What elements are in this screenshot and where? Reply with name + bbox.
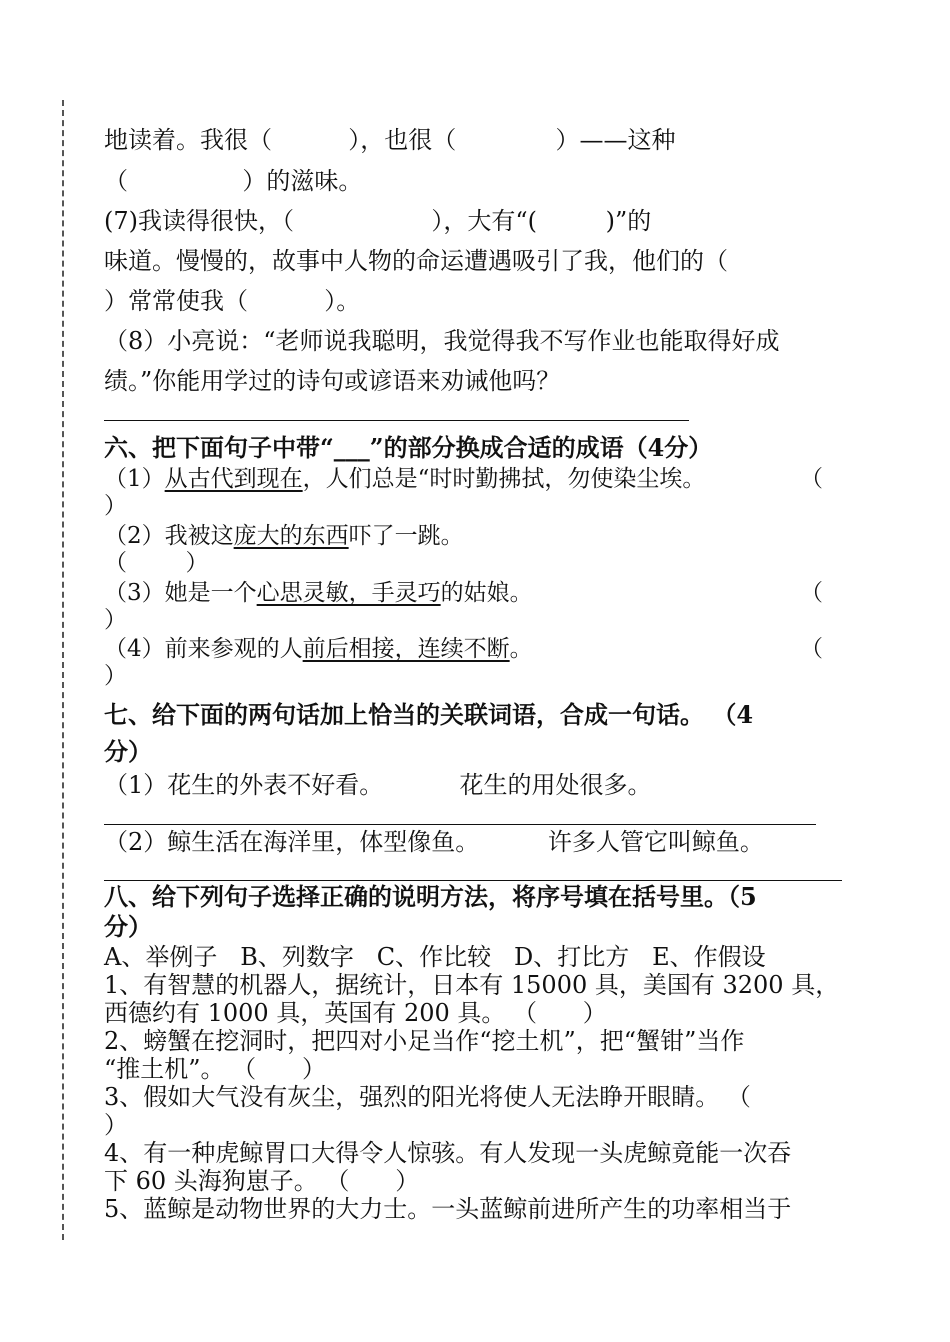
reading-line-6: （8）小亮说：“老师说我聪明，我觉得我不写作业也能取得好成 [104,327,780,355]
s6-question-2: （2）我被这庞大的东西吓了一跳。 [104,523,464,549]
s8-item-2-line-1: 2、螃蟹在挖洞时，把四对小足当作“挖土机”，把“蟹钳”当作 [104,1027,745,1055]
answer-line-8[interactable] [104,420,689,421]
s6-question-4: （4）前来参观的人前后相接，连续不断。 [104,636,533,662]
s8-item-3-line-2: ） [104,1111,128,1139]
s7-answer-line-1[interactable] [104,824,816,825]
s8-item-1-line-1: 1、有智慧的机器人，据统计，日本有 15000 具，美国有 3200 具， [104,971,840,999]
s8-item-1-line-2: 西德约有 1000 具，英国有 200 具。 （ ） [104,999,607,1027]
s6-q4-paren-close: ） [104,663,127,689]
section-7-title-line-1: 七、给下面的两句话加上恰当的关联词语，合成一句话。 （4 [104,700,754,729]
reading-line-4: 味道。慢慢的，故事中人物的命运遭遇吸引了我，他们的（ [104,247,728,275]
s6-q1-paren-close: ） [104,493,127,519]
reading-line-7: 绩。”你能用学过的诗句或谚语来劝诫他吗？ [104,367,561,395]
reading-line-3: (7)我读得很快，（ ），大有“( )”的 [104,207,652,235]
s7-answer-line-2[interactable] [104,880,842,881]
s8-item-2-line-2: “推土机”。 （ ） [104,1055,326,1083]
s8-item-5-line-1: 5、蓝鲸是动物世界的大力士。一头蓝鲸前进所产生的功率相当于 [104,1195,792,1223]
s6-q3-paren-close: ） [104,607,127,633]
reading-line-2: （ ）的滋味。 [104,167,363,195]
reading-line-1: 地读着。我很（ ），也很（ ）——这种 [104,126,676,154]
s6-q4-paren-open: （ [800,636,823,662]
s8-options: A、举例子 B、列数字 C、作比较 D、打比方 E、作假设 [104,943,766,971]
section-8-title-line-2: 分） [104,912,152,941]
s6-q3-paren-open: （ [800,580,823,606]
s8-item-4-line-2: 下 60 头海狗崽子。 （ ） [104,1167,420,1195]
reading-line-5: ）常常使我（ ）。 [104,287,361,315]
binding-margin-line [62,100,64,1240]
s8-item-4-line-1: 4、有一种虎鲸胃口大得令人惊骇。有人发现一头虎鲸竟能一次吞 [104,1139,792,1167]
section-8-title-line-1: 八、给下列句子选择正确的说明方法，将序号填在括号里。（5 [104,882,757,911]
s7-question-1: （1）花生的外表不好看。 花生的用处很多。 [104,771,652,799]
s6-question-1: （1）从古代到现在，人们总是“时时勤拂拭，勿使染尘埃。 [104,466,706,492]
section-6-title: 六、把下面句子中带“___”的部分换成合适的成语（4分） [104,433,713,462]
s6-q1-paren-open: （ [800,466,823,492]
s8-item-3-line-1: 3、假如大气没有灰尘，强烈的阳光将使人无法睁开眼睛。 （ [104,1083,751,1111]
s6-question-3: （3）她是一个心思灵敏，手灵巧的姑娘。 [104,580,533,606]
s7-question-2: （2）鲸生活在海洋里，体型像鱼。 许多人管它叫鲸鱼。 [104,828,764,856]
s6-q2-paren: （ ） [104,550,209,576]
section-7-title-line-2: 分） [104,737,152,766]
